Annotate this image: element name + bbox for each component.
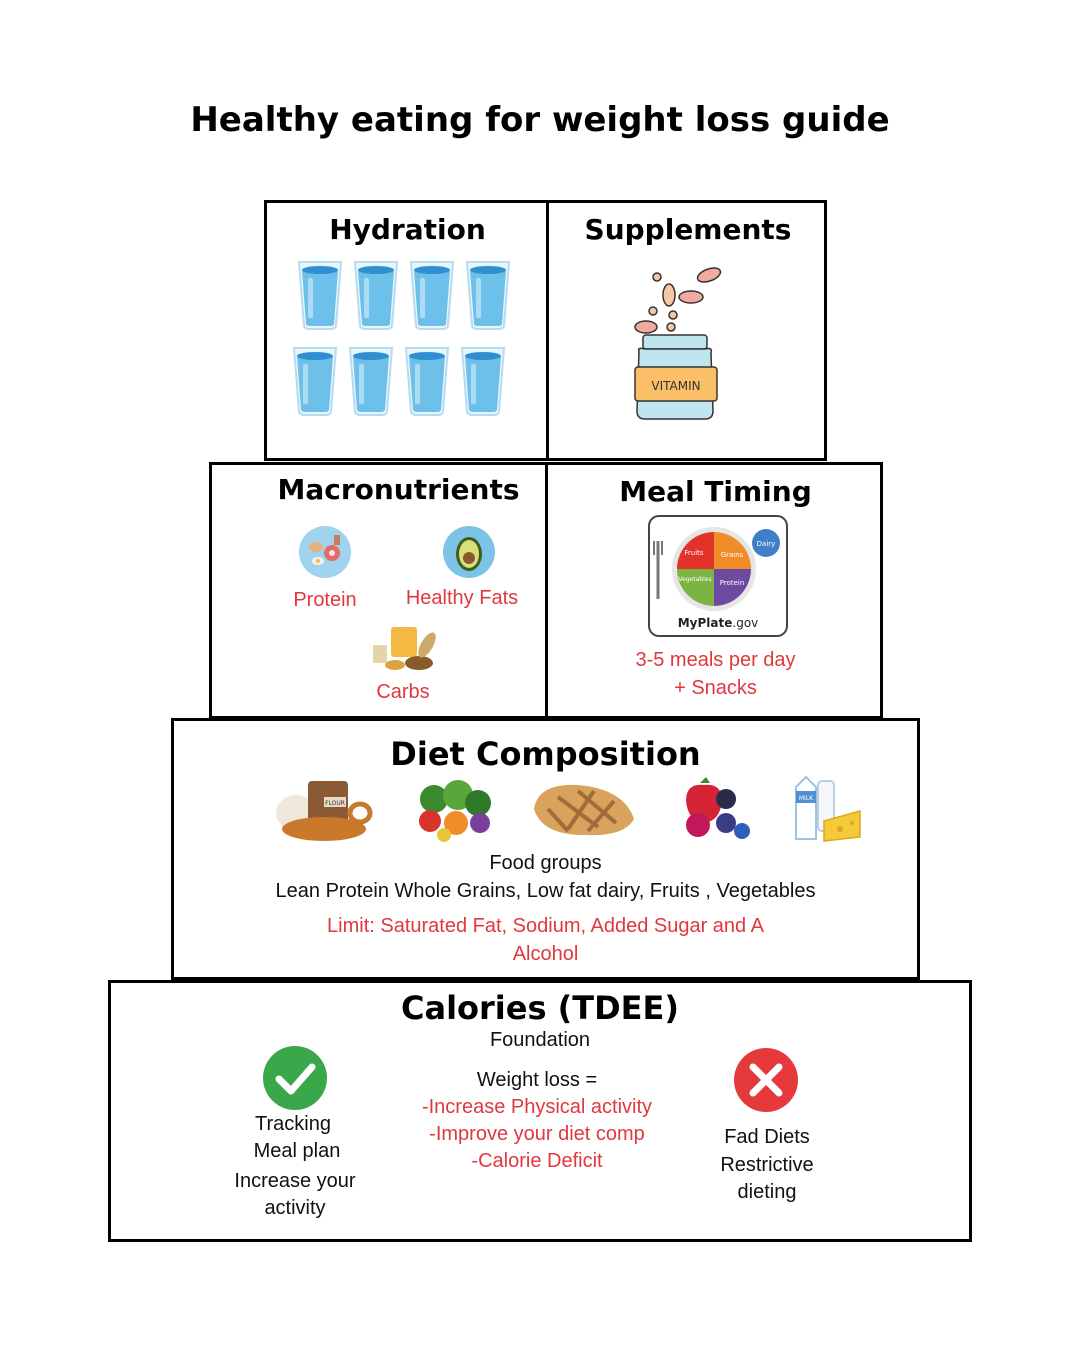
berries-icon bbox=[674, 777, 758, 843]
grains-bread-icon bbox=[274, 777, 374, 843]
protein-label: Protein bbox=[293, 589, 357, 611]
meal-timing-heading: Meal Timing bbox=[619, 475, 812, 508]
myplate-suffix: .gov bbox=[732, 616, 759, 630]
myplate-icon bbox=[648, 515, 788, 637]
dont-dieting: dieting bbox=[737, 1181, 797, 1203]
dont-fad-diets: Fad Diets bbox=[724, 1126, 810, 1148]
food-groups-list: Lean Protein Whole Grains, Low fat dairy, Fruits , Vegetables bbox=[275, 880, 816, 902]
limit-line1: Limit: Saturated Fat, Sodium, Added Sugar and A bbox=[327, 915, 764, 937]
formula-item-2: -Improve your diet comp bbox=[429, 1123, 645, 1145]
macronutrients-heading: Macronutrients bbox=[277, 473, 520, 506]
dont-restrictive: Restrictive bbox=[720, 1154, 814, 1176]
weight-loss-label: Weight loss = bbox=[476, 1069, 598, 1091]
cross-icon bbox=[733, 1047, 799, 1113]
foundation-text: Foundation bbox=[489, 1029, 591, 1051]
tier-macros-meal-timing bbox=[209, 462, 883, 719]
vitamin-label: VITAMIN bbox=[651, 379, 701, 393]
vitamin-bottle-icon bbox=[629, 263, 739, 423]
formula-item-1: -Increase Physical activity bbox=[421, 1096, 653, 1118]
healthy-fats-label: Healthy Fats bbox=[405, 587, 519, 609]
chicken-breast-icon bbox=[528, 779, 638, 841]
water-glass-icon bbox=[460, 344, 506, 416]
water-glass-icon bbox=[465, 258, 511, 330]
plate-vegetables-label: Vegetables bbox=[678, 576, 712, 583]
water-glasses bbox=[297, 258, 527, 423]
carbs-food-icon bbox=[367, 623, 439, 675]
water-glass-icon bbox=[353, 258, 399, 330]
dairy-milk-cheese-icon bbox=[790, 773, 864, 845]
hydration-cell bbox=[267, 203, 548, 458]
meal-timing-cell bbox=[548, 465, 883, 716]
do-tracking: Tracking bbox=[255, 1113, 331, 1135]
water-glass-icon bbox=[292, 344, 338, 416]
carbs-label: Carbs bbox=[376, 681, 430, 703]
myplate-brand: MyPlate bbox=[677, 616, 733, 630]
supplements-cell bbox=[549, 203, 827, 458]
formula-item-3: -Calorie Deficit bbox=[471, 1150, 603, 1172]
tier-diet-composition bbox=[171, 718, 920, 980]
calories-heading: Calories (TDEE) bbox=[400, 989, 680, 1027]
protein-plate-icon bbox=[298, 525, 352, 579]
diet-composition-heading: Diet Composition bbox=[390, 735, 701, 773]
water-glass-icon bbox=[409, 258, 455, 330]
plate-fruits-label: Fruits bbox=[684, 549, 704, 557]
food-groups-label: Food groups bbox=[489, 852, 602, 874]
plate-protein-label: Protein bbox=[719, 579, 745, 587]
avocado-icon bbox=[442, 525, 496, 579]
do-meal-plan: Meal plan bbox=[253, 1140, 341, 1162]
water-glass-icon bbox=[348, 344, 394, 416]
check-icon bbox=[262, 1045, 328, 1111]
tier-calories bbox=[108, 980, 972, 1242]
milk-label: MILK bbox=[798, 795, 814, 802]
limit-line2: Alcohol bbox=[512, 943, 579, 965]
hydration-heading: Hydration bbox=[329, 213, 486, 246]
supplements-heading: Supplements bbox=[584, 213, 792, 246]
macronutrients-cell bbox=[212, 465, 545, 716]
tier-hydration-supplements bbox=[264, 200, 827, 461]
do-activity: activity bbox=[264, 1197, 326, 1219]
flour-label: FLOUR bbox=[325, 800, 345, 807]
snacks-text: + Snacks bbox=[674, 677, 757, 699]
svg-text:MyPlate.gov bbox=[678, 616, 759, 630]
vegetables-icon bbox=[410, 777, 500, 843]
page-title: Healthy eating for weight loss guide bbox=[190, 100, 890, 140]
do-increase-activity: Increase your bbox=[234, 1170, 356, 1192]
plate-grains-label: Grains bbox=[720, 551, 744, 559]
water-glass-icon bbox=[297, 258, 343, 330]
meals-per-day-text: 3-5 meals per day bbox=[635, 649, 796, 671]
water-glass-icon bbox=[404, 344, 450, 416]
plate-dairy-label: Dairy bbox=[756, 540, 776, 548]
